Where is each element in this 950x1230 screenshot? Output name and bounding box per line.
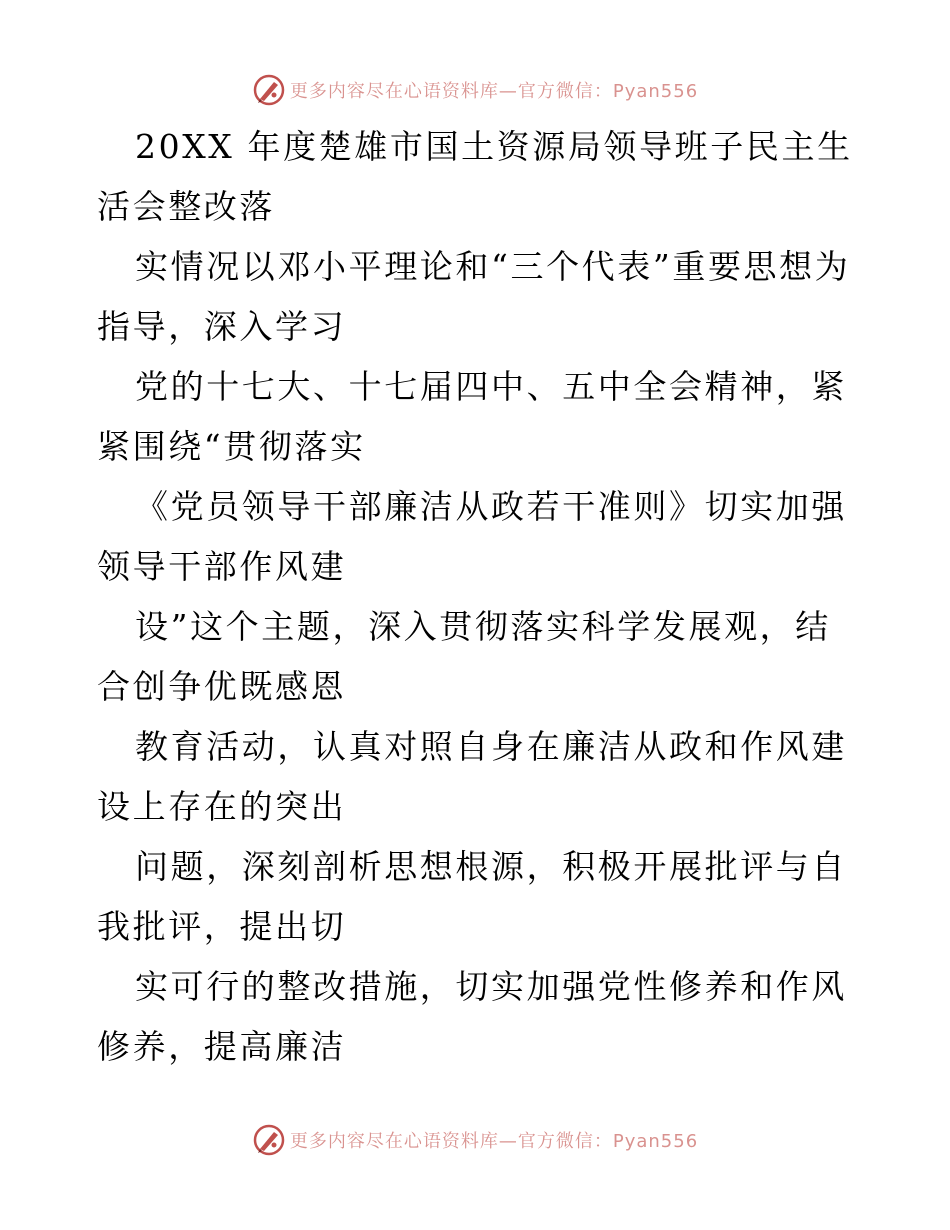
- paragraph: 问题，深刻剖析思想根源，积极开展批评与自我批评，提出切: [97, 847, 847, 946]
- watermark-text: 更多内容尽在心语资料库—官方微信：Pyan556: [289, 81, 699, 102]
- pen-logo-icon: [252, 73, 286, 107]
- paragraph: 《党员领导干部廉洁从政若干准则》切实加强领导干部作风建: [97, 487, 847, 586]
- paragraph: 20XX 年度楚雄市国土资源局领导班子民主生活会整改落: [97, 127, 853, 226]
- paragraph: 设”这个主题，深入贯彻落实科学发展观，结合创争优既感恩: [97, 607, 831, 706]
- paragraph: 实情况以邓小平理论和“三个代表”重要思想为指导，深入学习: [97, 247, 851, 346]
- watermark-text: 更多内容尽在心语资料库—官方微信：Pyan556: [289, 1131, 699, 1152]
- paragraph: 党的十七大、十七届四中、五中全会精神，紧紧围绕“贯彻落实: [97, 367, 847, 466]
- pen-logo-icon: [252, 1123, 286, 1157]
- footer-watermark: [0, 1120, 950, 1160]
- paragraph: 教育活动，认真对照自身在廉洁从政和作风建设上存在的突出: [97, 727, 847, 826]
- paragraph: 实可行的整改措施，切实加强党性修养和作风修养，提高廉洁: [97, 967, 847, 1066]
- document-body: [97, 117, 853, 1077]
- header-watermark: [0, 70, 950, 110]
